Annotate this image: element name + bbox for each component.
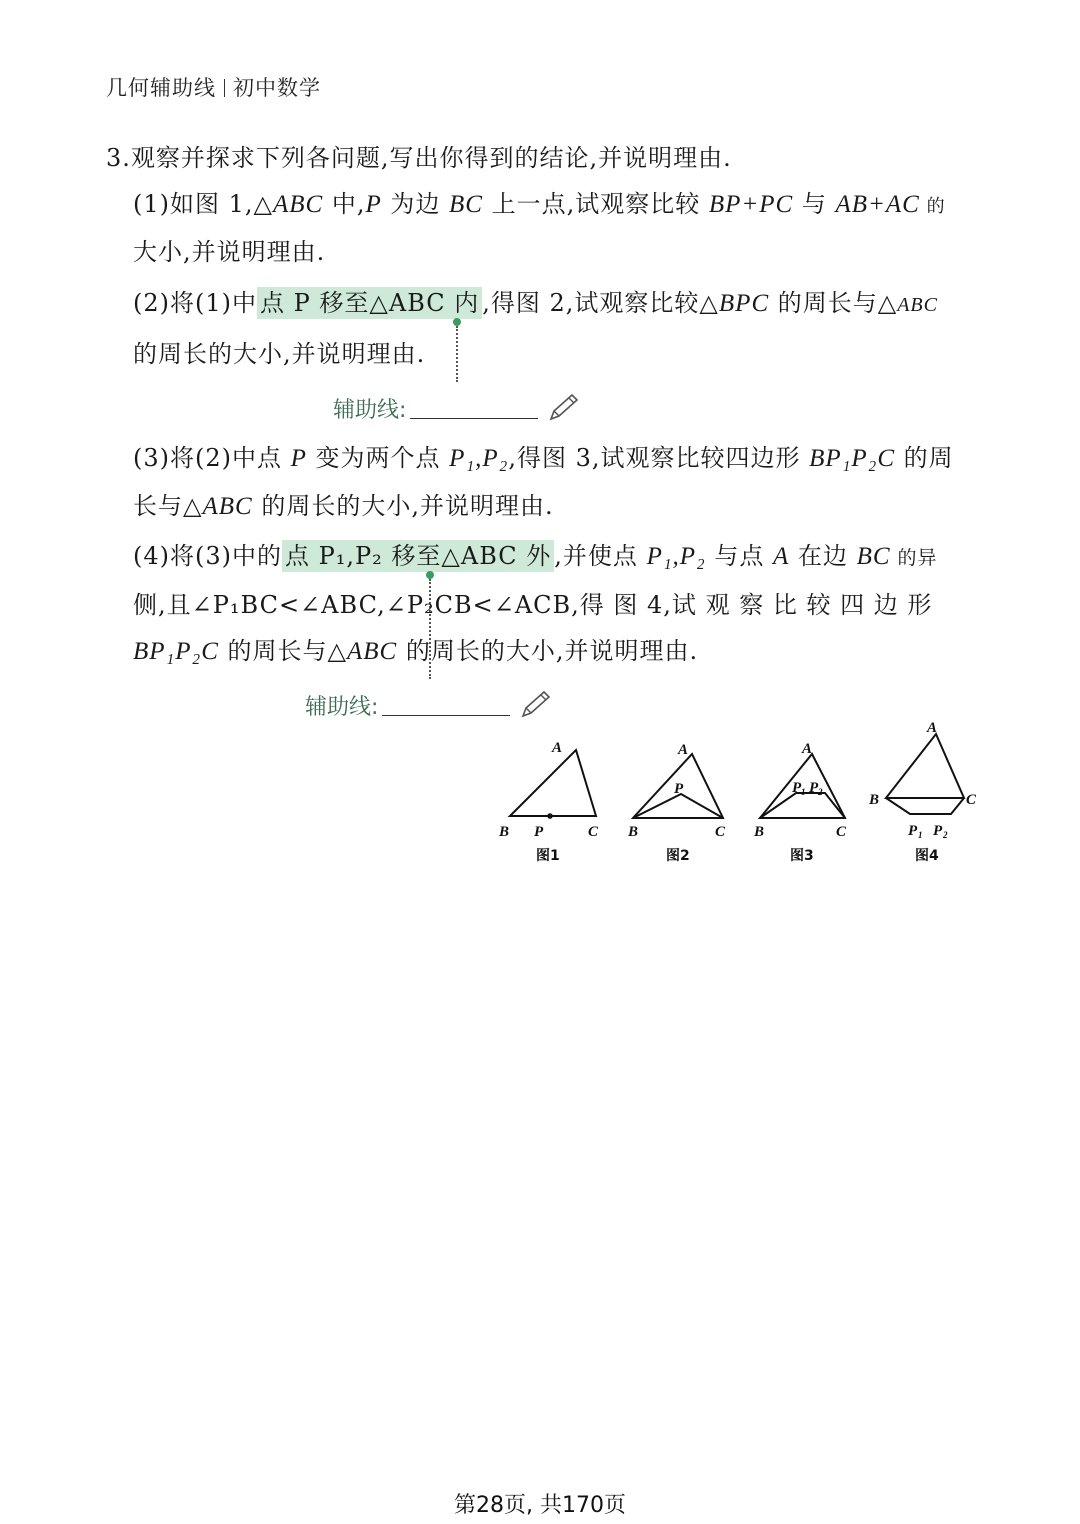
annotation-dot <box>426 571 434 579</box>
fig3-label-c: C <box>836 824 847 840</box>
text: ,得图 2,试观察比较△ <box>482 289 719 317</box>
fig1-label-a: A <box>552 740 563 756</box>
text: ,并使点 <box>554 542 647 570</box>
fig2-label-a: A <box>678 742 689 758</box>
fig4-sub-2: 2 <box>943 830 948 840</box>
fig2-label-p: P <box>674 781 684 797</box>
fig4-label-p2: P <box>933 823 943 839</box>
text: 为边 <box>381 190 450 218</box>
fig3-label-b: B <box>754 824 765 840</box>
math: AB+AC <box>835 191 920 218</box>
fig1-caption: 图1 <box>536 848 560 864</box>
part2-line1 <box>133 283 938 318</box>
text: ,得图 3,试观察比较四边形 <box>508 444 810 472</box>
part4-line2: 侧,且∠P₁BC<∠ABC,∠P₂CB<∠ACB,得 图 4,试 观 察 比 较 四 边 形 <box>133 591 933 619</box>
header-subject: 初中数学 <box>233 76 321 100</box>
fig3-caption: 图3 <box>790 848 814 864</box>
fig2-caption: 图2 <box>666 848 690 864</box>
text: 变为两个点 <box>306 444 450 472</box>
math: BP₁P₂C <box>133 638 219 665</box>
text: (1)如图 1,△ <box>133 190 273 218</box>
text: 长与△ <box>133 492 203 520</box>
fig3-label-a: A <box>802 741 813 757</box>
part1-line2: 大小,并说明理由. <box>133 238 326 266</box>
helper-line-1 <box>333 391 581 424</box>
header-book-title: 几何辅助线 <box>106 76 216 100</box>
highlight-points-outside: 点 P₁,P₂ 移至△ABC 外 <box>282 540 554 572</box>
pencil-icon <box>545 391 581 423</box>
helper-blank[interactable] <box>410 418 538 419</box>
text: (4)将(3)中的 <box>133 542 282 570</box>
annotation-dot <box>453 318 461 326</box>
math: ABC <box>897 294 938 316</box>
page-footer: 第28页, 共170页 <box>454 1493 626 1518</box>
text: 的周长与△ <box>218 637 347 665</box>
text: 的周长的大小,并说明理由. <box>252 492 554 520</box>
text: (2)将(1)中 <box>133 289 257 317</box>
fig3-label-p1: P <box>792 780 802 796</box>
annotation-dash <box>456 326 458 382</box>
fig1-triangle <box>510 750 596 816</box>
text: 与点 <box>705 542 774 570</box>
part3-line1 <box>133 438 954 473</box>
text: 的周 <box>895 444 954 472</box>
fig4-label-c: C <box>966 792 977 808</box>
fig1-label-b: B <box>499 824 510 840</box>
part2-line2: 的周长的大小,并说明理由. <box>133 340 426 368</box>
math: BP₁P₂C <box>809 445 896 472</box>
fig3-label-p2: P <box>809 780 819 796</box>
problem-intro: 3.观察并探求下列各问题,写出你得到的结论,并说明理由. <box>106 144 732 172</box>
fig4-label-p1: P <box>908 823 918 839</box>
fig4-sub-1: 1 <box>918 830 923 840</box>
math: P <box>365 191 382 218</box>
text: 的异 <box>890 547 938 569</box>
text: 的周长的大小,并说明理由. <box>397 637 699 665</box>
text: 上一点,试观察比较 <box>482 190 709 218</box>
fig2-inner-lines <box>633 794 723 818</box>
math: BP+PC <box>708 191 794 218</box>
math: A <box>773 543 790 570</box>
text: 在边 <box>789 542 857 570</box>
highlight-point-p-inside: 点 P 移至△ABC 内 <box>257 287 482 319</box>
math: ABC <box>272 191 324 218</box>
fig4-label-a: A <box>927 720 938 736</box>
fig4-label-b: B <box>869 792 880 808</box>
math: ABC <box>202 493 253 520</box>
math: BPC <box>718 290 770 317</box>
math: BC <box>856 543 891 570</box>
fig1-label-c: C <box>588 824 599 840</box>
fig4-outer-lines <box>886 798 964 814</box>
header-separator <box>224 79 225 97</box>
fig4-caption: 图4 <box>915 848 939 864</box>
fig1-point-p <box>547 813 553 819</box>
figures-panel <box>490 710 990 880</box>
page-header <box>106 72 321 102</box>
text: 中, <box>323 190 366 218</box>
math: P₁,P₂ <box>449 445 509 472</box>
part3-line2 <box>133 486 554 521</box>
math: ABC <box>346 638 398 665</box>
text: 与 <box>793 190 836 218</box>
helper-label: 辅助线: <box>305 695 379 720</box>
fig4-triangle <box>886 734 964 798</box>
fig2-label-c: C <box>715 824 726 840</box>
math: P <box>290 445 307 472</box>
math: P₁,P₂ <box>646 543 706 570</box>
part1-line1 <box>133 184 946 219</box>
fig3-sub-2: 2 <box>818 787 823 797</box>
text: 的 <box>919 196 946 217</box>
fig3-sub-1: 1 <box>801 787 806 797</box>
text: 的周长与△ <box>769 289 898 317</box>
helper-label: 辅助线: <box>333 398 407 423</box>
part4-line1 <box>133 536 938 571</box>
text: (3)将(2)中点 <box>133 444 291 472</box>
part4-line3 <box>133 631 698 666</box>
fig1-label-p: P <box>534 824 544 840</box>
math: BC <box>449 191 483 218</box>
fig2-label-b: B <box>628 824 639 840</box>
